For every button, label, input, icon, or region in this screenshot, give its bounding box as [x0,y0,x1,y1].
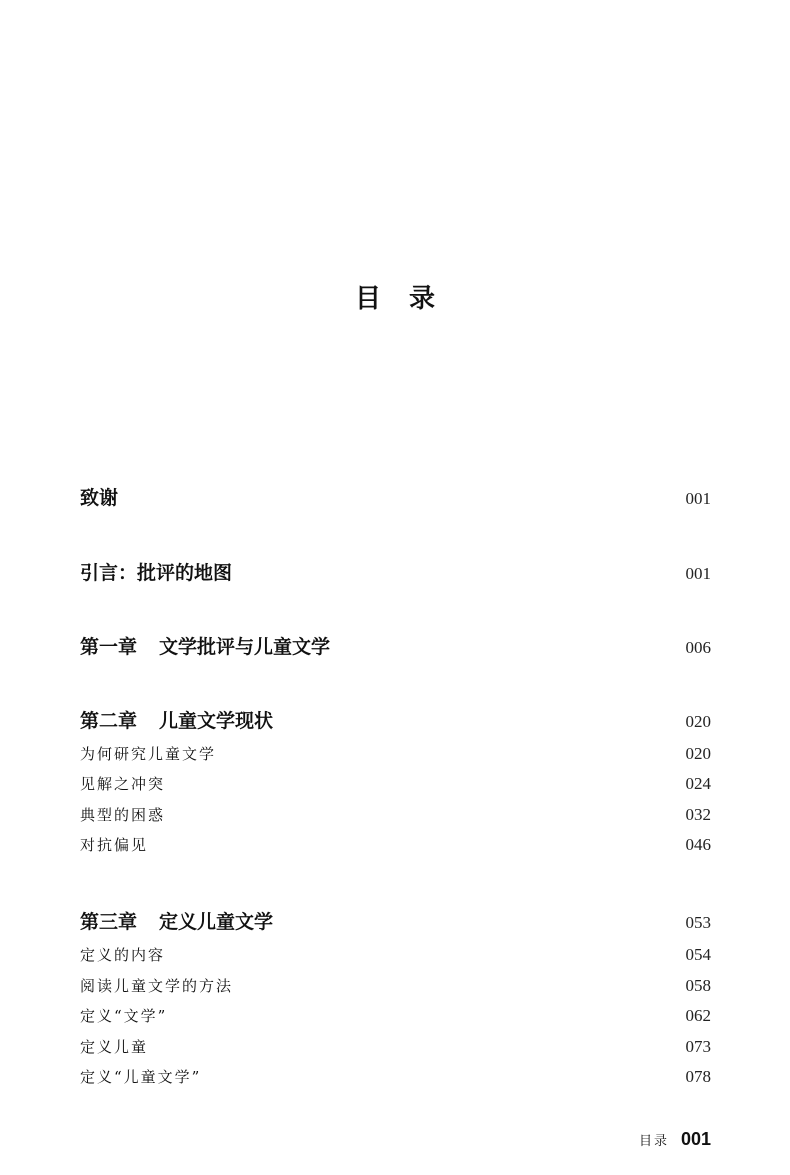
toc-section-title: 定义儿童 [80,1038,149,1056]
toc-section-entry[interactable] [80,975,711,996]
toc-section-entry[interactable] [80,944,711,965]
toc-section-title: 见解之冲突 [80,775,166,793]
toc-section-title: 为何研究儿童文学 [80,745,217,763]
toc-section-entry[interactable] [80,804,711,825]
toc-section-title: 定义的内容 [80,946,166,964]
page-number: 001 [680,1129,711,1149]
toc-entry-chapter-3[interactable] [80,907,711,934]
toc-section-page: 058 [685,976,711,995]
chapter-title: 定义儿童文学 [159,911,274,933]
toc-section-page: 046 [685,835,711,854]
toc-entry-title [80,706,273,733]
page-footer [639,1129,711,1150]
toc-entry-page: 006 [685,638,711,657]
toc-section-entry[interactable] [80,743,711,764]
toc-entry-title: 引言：批评的地图 [80,562,233,584]
toc-entry-title: 致谢 [80,487,119,509]
toc-section-title: 对抗偏见 [80,836,149,854]
chapter-number: 第三章 [80,911,138,933]
toc-entry-page: 020 [685,712,711,731]
toc-entry-acknowledgements[interactable] [80,483,711,510]
toc-section-entry[interactable] [80,1036,711,1057]
toc-entry-title [80,907,273,934]
chapter-title: 儿童文学现状 [159,710,274,732]
chapter-number: 第二章 [80,710,138,732]
toc-section-page: 054 [685,945,711,964]
toc-section-page: 073 [685,1037,711,1056]
title-char-2: 录 [409,284,436,314]
toc-section-title: 定义“儿童文学” [80,1068,202,1086]
toc-section-page: 032 [685,805,711,824]
toc-section-page: 020 [685,744,711,763]
toc-section-title: 阅读儿童文学的方法 [80,977,234,995]
toc-section-title: 定义“文学” [80,1007,168,1025]
toc-entry-page: 001 [685,564,711,583]
page-title [0,278,790,315]
toc-entry-title [80,632,330,659]
toc-section-page: 062 [685,1006,711,1025]
toc-entry-page: 001 [685,489,711,508]
toc-section-title: 典型的困惑 [80,806,166,824]
toc-section-entry[interactable] [80,773,711,794]
toc-section-entry[interactable] [80,1005,711,1026]
toc-entry-chapter-1[interactable] [80,632,711,659]
toc-section-entry[interactable] [80,1066,711,1087]
toc-section-page: 024 [685,774,711,793]
toc-section-entry[interactable] [80,834,711,855]
toc-entry-page: 053 [685,913,711,932]
running-footer-label: 目录 [638,1134,669,1149]
chapter-number: 第一章 [80,636,138,658]
chapter-title: 文学批评与儿童文学 [159,636,331,658]
toc-entry-introduction[interactable] [80,558,711,585]
toc-section-page: 078 [685,1067,711,1086]
toc-entry-chapter-2[interactable] [80,706,711,733]
title-char-1: 目 [354,284,381,314]
